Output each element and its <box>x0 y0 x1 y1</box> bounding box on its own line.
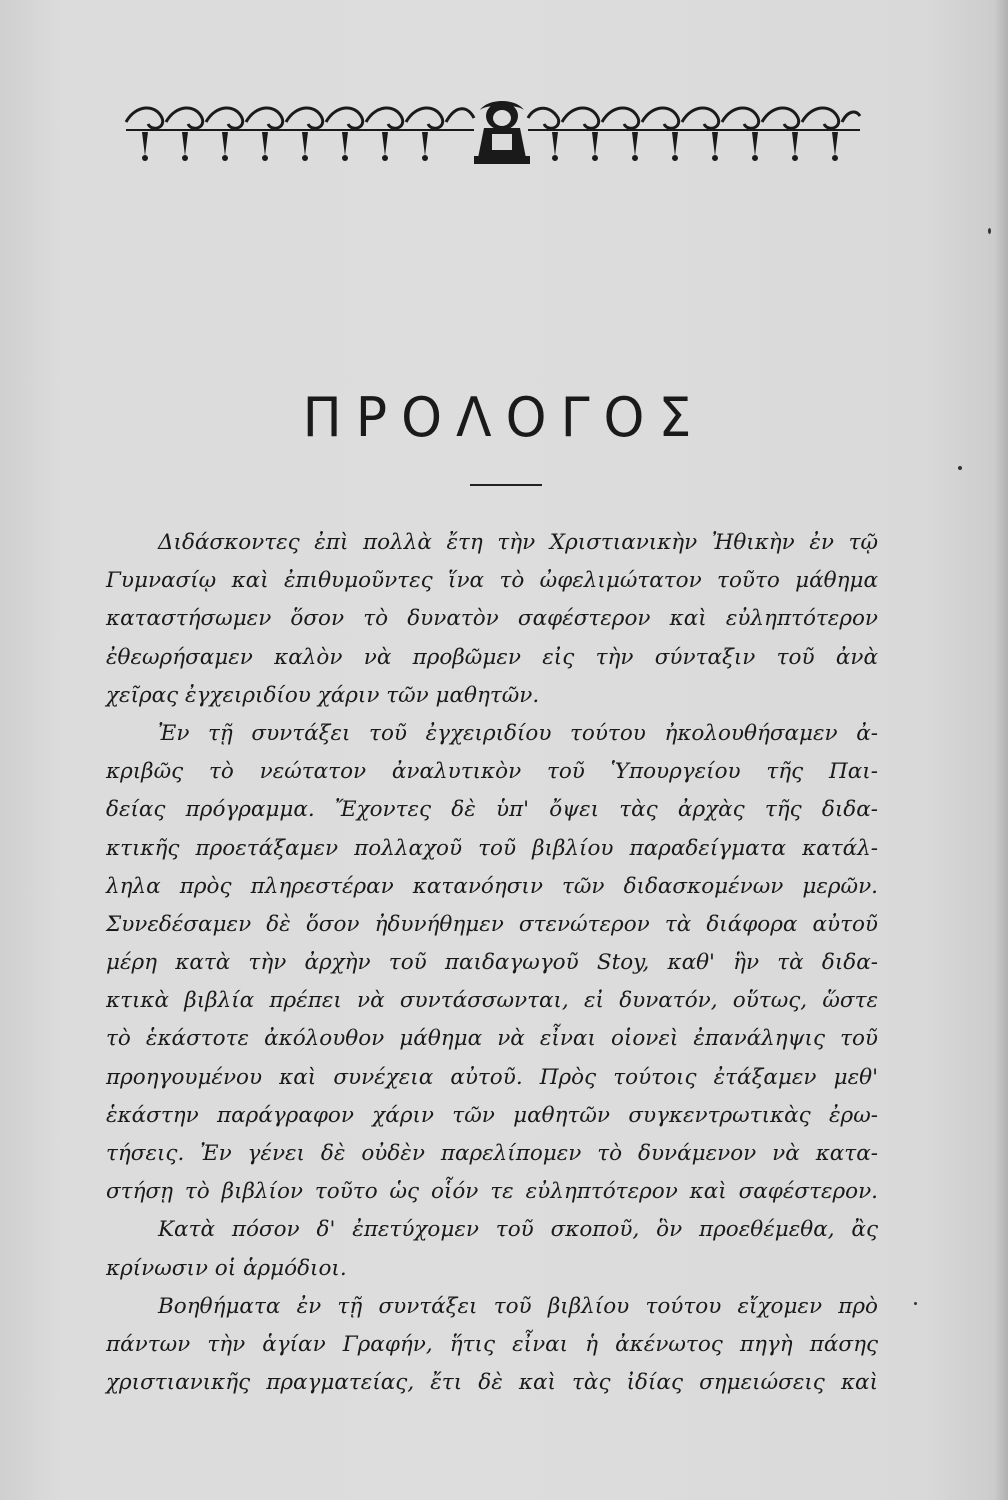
paper-speck <box>988 228 991 234</box>
paper-speck <box>914 1302 917 1305</box>
text-line: χριστιανικῆς πραγματείας, ἔτι δὲ καὶ τὰς ἰδίας σημειώσεις καὶ <box>106 1370 878 1396</box>
text-line: δείας πρόγραμμα. Ἔχοντες δὲ ὑπ' ὄψει τὰς ἀρχὰς τῆς διδα- <box>106 797 878 823</box>
text-line: στήσῃ τὸ βιβλίον τοῦτο ὡς οἷόν τε εὐληπτότερον καὶ σαφέστερον. <box>106 1179 878 1205</box>
text-line: ἑκάστην παράγραφον χάριν τῶν μαθητῶν συγκεντρωτικὰς ἐρω- <box>106 1102 878 1128</box>
page-edge-shadow <box>994 0 1008 1500</box>
title-underline <box>470 484 542 486</box>
text-line: Συνεδέσαμεν δὲ ὅσον ἠδυνήθημεν στενώτερον τὰ διάφορα αὐτοῦ <box>106 911 878 937</box>
text-line: κρίνωσιν οἱ ἁρμόδιοι. <box>106 1255 347 1281</box>
text-line: μέρη κατὰ τὴν ἀρχὴν τοῦ παιδαγωγοῦ Stoy, καθ' ἣν τὰ διδα- <box>106 950 878 976</box>
text-line: Ἐν τῇ συντάξει τοῦ ἐγχειριδίου τούτου ἠκολουθήσαμεν ἀ- <box>158 720 878 746</box>
text-line: κριβῶς τὸ νεώτατον ἀναλυτικὸν τοῦ Ὑπουργείου τῆς Παι- <box>106 759 878 785</box>
text-line: Κατὰ πόσον δ' ἐπετύχομεν τοῦ σκοποῦ, ὃν προεθέμεθα, ἂς <box>158 1217 878 1243</box>
text-line: πάντων τὴν ἁγίαν Γραφήν, ἥτις εἶναι ἡ ἀκένωτος πηγὴ πάσης <box>106 1331 878 1357</box>
text-line: τήσεις. Ἐν γένει δὲ οὐδὲν παρελίπομεν τὸ δυνάμενον νὰ κατα- <box>106 1141 878 1166</box>
text-line: χεῖρας ἐγχειριδίου χάριν τῶν μαθητῶν. <box>106 682 540 708</box>
text-line: Διδάσκοντες ἐπὶ πολλὰ ἔτη τὴν Χριστιανικὴν Ἠθικὴν ἐν τῷ <box>158 530 878 555</box>
preface-body <box>106 524 878 1402</box>
text-line: Βοηθήματα ἐν τῇ συντάξει τοῦ βιβλίου τούτου εἴχομεν πρὸ <box>158 1293 878 1319</box>
page-title: ΠΡΟΛΟΓΟΣ <box>302 386 706 450</box>
head-ornament-icon <box>122 96 862 168</box>
text-line: τὸ ἑκάστοτε ἀκόλουθον μάθημα νὰ εἶναι οἱονεὶ ἐπανάληψις τοῦ <box>106 1026 878 1052</box>
text-line: καταστήσωμεν ὅσον τὸ δυνατὸν σαφέστερον καὶ εὐληπτότερον <box>106 606 878 632</box>
text-line: ἐθεωρήσαμεν καλὸν νὰ προβῶμεν εἰς τὴν σύνταξιν τοῦ ἀνὰ <box>106 644 878 670</box>
text-line: κτικῆς προετάξαμεν πολλαχοῦ τοῦ βιβλίου παραδείγματα κατάλ- <box>106 835 878 861</box>
text-line: Γυμνασίῳ καὶ ἐπιθυμοῦντες ἵνα τὸ ὠφελιμώτατον τοῦτο μάθημα <box>106 568 878 594</box>
text-line: κτικὰ βιβλία πρέπει νὰ συντάσσωνται, εἰ δυνατόν, οὕτως, ὥστε <box>106 988 878 1014</box>
paper-speck <box>958 466 962 470</box>
text-line: προηγουμένου καὶ συνέχεια αὐτοῦ. Πρὸς τούτοις ἐτάξαμεν μεθ' <box>106 1064 878 1090</box>
text-line: ληλα πρὸς πληρεστέραν κατανόησιν τῶν διδασκομένων μερῶν. <box>106 873 878 899</box>
